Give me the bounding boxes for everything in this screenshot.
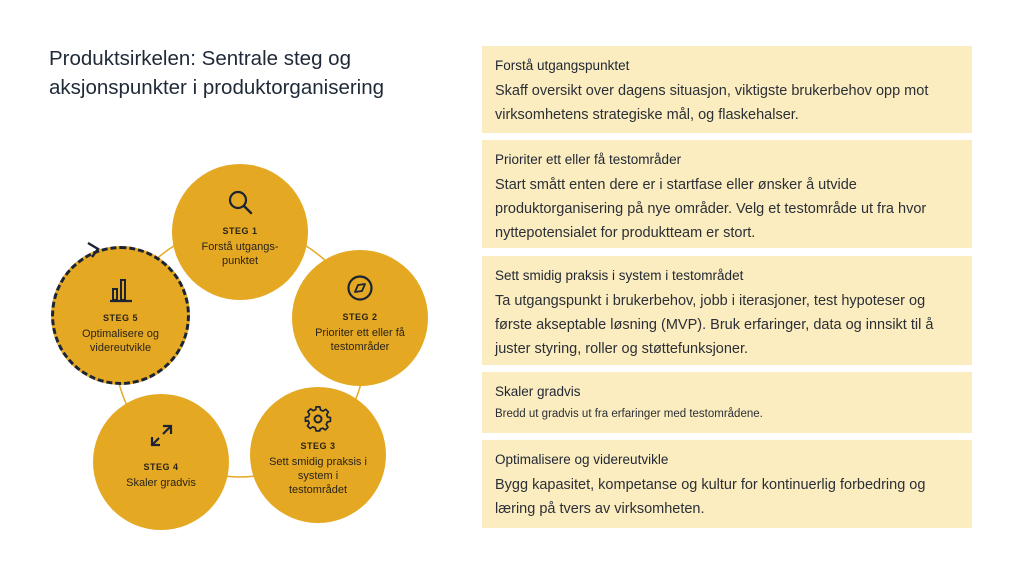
panel-body: Bredd ut gradvis ut fra erfaringer med testområdene. <box>495 408 763 420</box>
step-label: STEG 2 <box>342 312 378 322</box>
panel-heading: Skaler gradvis <box>495 384 581 399</box>
panel-step-1 <box>482 46 972 133</box>
panel-heading: Prioriter ett eller få testområder <box>495 152 682 167</box>
step-label: STEG 1 <box>222 226 258 236</box>
panel-body: Skaff oversikt over dagens situasjon, viktigste brukerbehov opp mot virksomhetens strategiske mål, og flaskehalser. <box>495 83 929 123</box>
step-5-circle[interactable] <box>51 246 190 385</box>
step-label: STEG 3 <box>300 441 336 451</box>
panel-step-4 <box>482 372 972 433</box>
step-name: Prioriter ett eller få testområder <box>315 327 405 353</box>
step-3-circle[interactable] <box>250 387 386 523</box>
panel-body: Ta utgangspunkt i brukerbehov, jobb i iterasjoner, test hypoteser og første akseptable løsning (MVP). Bruk erfaringer, data og innsikt til å juster styring, roller og støttefunksjoner. <box>495 293 934 357</box>
bar-chart-icon <box>107 275 135 303</box>
step-2-circle[interactable] <box>292 250 428 386</box>
step-name: Sett smidig praksis i system i testområdet <box>269 456 367 496</box>
cycle-arrow-icon <box>84 240 104 260</box>
panel-heading: Optimalisere og videreutvikle <box>495 452 669 467</box>
step-label: STEG 5 <box>102 313 138 323</box>
step-4-circle[interactable] <box>93 394 229 530</box>
panel-heading: Sett smidig praksis i system i testområdet <box>495 268 744 283</box>
step-name: Forstå utgangs-punktet <box>201 241 279 267</box>
panel-step-2 <box>482 140 972 248</box>
panel-step-3 <box>482 256 972 365</box>
step-name: Skaler gradvis <box>126 477 196 489</box>
step-1-circle[interactable] <box>172 164 308 300</box>
panel-heading: Forstå utgangspunktet <box>495 58 630 73</box>
page-title: Produktsirkelen: Sentrale steg og aksjonspunkter i produktorganisering <box>49 47 385 99</box>
panel-body: Start smått enten dere er i startfase eller ønsker å utvide produktorganisering på nye områder. Velg et testområde ut fra hvor nyttepotensialet for produktteam er stort. <box>495 177 927 241</box>
search-icon <box>226 188 254 216</box>
expand-arrows-icon <box>147 422 175 450</box>
step-name: Optimalisere og videreutvikle <box>81 328 160 354</box>
gear-icon <box>304 405 332 433</box>
compass-icon <box>346 274 374 302</box>
panel-body: Bygg kapasitet, kompetanse og kultur for kontinuerlig forbedring og læring på tvers av virksomheten. <box>495 477 926 517</box>
panel-step-5 <box>482 440 972 528</box>
step-label: STEG 4 <box>143 462 179 472</box>
